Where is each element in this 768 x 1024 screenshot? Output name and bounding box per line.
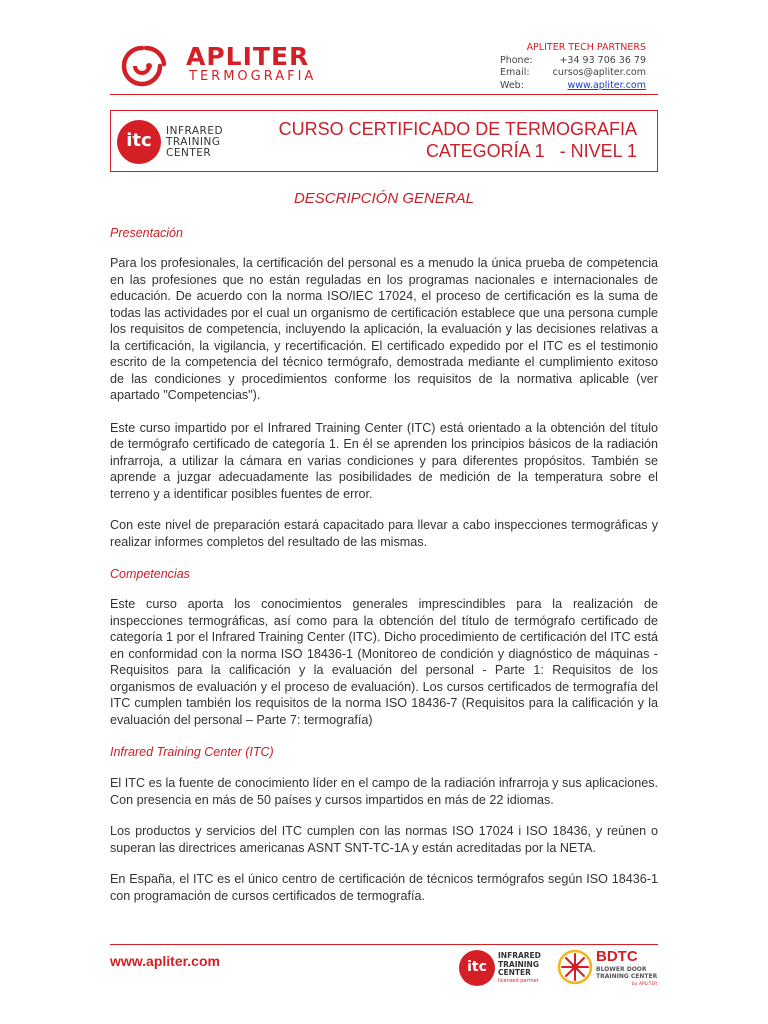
itc-footer-badge-icon [459, 950, 495, 986]
itc-footer-badge-text: itc [467, 959, 487, 975]
course-title-line2: CATEGORÍA 1 - NIVEL 1 [425, 141, 637, 161]
footer-divider [110, 944, 658, 945]
itc-footer-word-training: TRAINING [498, 959, 539, 969]
bdtc-line2: TRAINING CENTER [596, 973, 658, 980]
itc-footer-word-center: CENTER [498, 968, 531, 977]
itc-word-training: TRAINING [166, 136, 221, 148]
web-link[interactable]: www.apliter.com [567, 79, 646, 91]
contact-block [500, 42, 646, 92]
itc-footer-word-infrared: INFRARED [498, 951, 541, 960]
bdtc-sun-icon [556, 948, 594, 986]
apliter-logo-mark-icon [120, 44, 182, 88]
section-heading: DESCRIPCIÓN GENERAL [293, 190, 475, 207]
footer-bdtc-logo [556, 948, 660, 990]
page-header [0, 0, 768, 100]
phone-label: Phone: [500, 54, 533, 66]
company-name: APLITER TECH PARTNERS [526, 42, 646, 53]
course-title-line1: CURSO CERTIFICADO DE TERMOGRAFIA [278, 119, 637, 139]
itc-footer-words [498, 952, 541, 978]
paragraph: Este curso impartido por el Infrared Training Center (ITC) está orientado a la obtención del título de termógrafo certificado de categoría 1. En él se aprenden los principios básicos de la radiación infrarroja, a utilizar la cámara en varias condiciones y para diferentes propósitos. También se aprende a juzgar adecuadamente las posibilidades de medición de la temperatura sobre el terreno y a identificar posibles fuentes de error. [110, 420, 658, 501]
logo-name: APLITER [186, 42, 310, 71]
apliter-logo [120, 44, 320, 88]
main-content [110, 224, 658, 904]
header-divider [110, 94, 658, 95]
itc-badge-text: itc [126, 130, 152, 151]
paragraph: Los productos y servicios del ITC cumplen con las normas ISO 17024 i ISO 18436, y reúnen o superan las directrices americanas ASNT SNT-TC-1A y están acreditadas por la NETA. [110, 824, 658, 855]
footer-website-link[interactable]: www.apliter.com [110, 953, 220, 969]
course-title-box [110, 110, 658, 172]
email-label: Email: [500, 67, 530, 78]
bdtc-line1: BLOWER DOOR [596, 966, 647, 973]
itc-word-infrared: INFRARED [166, 125, 224, 137]
bdtc-subtitle [596, 966, 657, 980]
itc-footer-partner: licensed partner [498, 978, 539, 984]
contact-phone-row [500, 55, 646, 68]
logo-subtitle: TERMOGRAFIA [189, 69, 317, 84]
phone-value: +34 93 706 36 79 [559, 54, 646, 66]
itc-logo-words [166, 126, 223, 159]
subheading-competencias: Competencias [110, 567, 190, 581]
contact-email-row [500, 67, 646, 80]
paragraph: En España, el ITC es el único centro de certificación de técnicos termógrafos según ISO 18436-1 con programación de cursos certificados de termografía. [110, 872, 658, 903]
itc-word-center: CENTER [166, 147, 212, 159]
course-title [279, 118, 637, 162]
email-value: cursos@apliter.com [552, 67, 646, 78]
subheading-presentacion: Presentación [110, 226, 183, 240]
contact-web-row [500, 80, 646, 93]
paragraph: El ITC es la fuente de conocimiento líder en el campo de la radiación infrarroja y sus aplicaciones. Con presencia en más de 50 países y cursos impartidos en más de 22 idiomas. [110, 776, 658, 807]
paragraph: Con este nivel de preparación estará capacitado para llevar a cabo inspecciones termográficas y realizar informes completos del resultado de las mismas. [110, 518, 658, 549]
paragraph: Este curso aporta los conocimientos generales imprescindibles para la realización de inspecciones termográficas, así como para la obtención del título de termógrafo certificado de categoría 1 por el Infrared Training Center (ITC). Dicho procedimiento de certificación del ITC está en conformidad con la norma ISO 18436-1 (Monitoreo de condición y diagnóstico de máquinas - Requisitos para la calificación y la evaluación del personal - Parte 1: Requisitos de los organismos de evaluación y el proceso de evaluación). Los cursos certificados de termografía del ITC cumplen también los requisitos de la norma ISO 18436-7 (Requisitos para la calificación y la evaluación del personal – Parte 7: termografía) [110, 597, 658, 727]
itc-logo-icon [117, 120, 161, 164]
bdtc-by: by APLITER [632, 982, 658, 987]
subheading-itc: Infrared Training Center (ITC) [110, 745, 274, 759]
footer-itc-logo [459, 950, 551, 988]
web-label: Web: [500, 79, 524, 91]
bdtc-title: BDTC [596, 948, 638, 965]
paragraph: Para los profesionales, la certificación del personal es a menudo la única prueba de competencia en las profesiones que no están reguladas en los programas nacionales e internacionales de educación. De acuerdo con la norma ISO/IEC 17024, el proceso de certificación es la suma de todas las actividades por el cual un organismo de certificación establece que una persona cumple los requisitos de competencia, incluyendo la aplicación, la evaluación y las decisiones relativas a la certificación, la vigilancia, y recertificación. El certificado expedido por el ITC es el testimonio escrito de la competencia del técnico termógrafo, demostrada mediante el cumplimiento exitoso de las condiciones y procedimientos conforme los requisitos de la normativa aplicable (ver apartado "Competencias"). [110, 256, 658, 402]
